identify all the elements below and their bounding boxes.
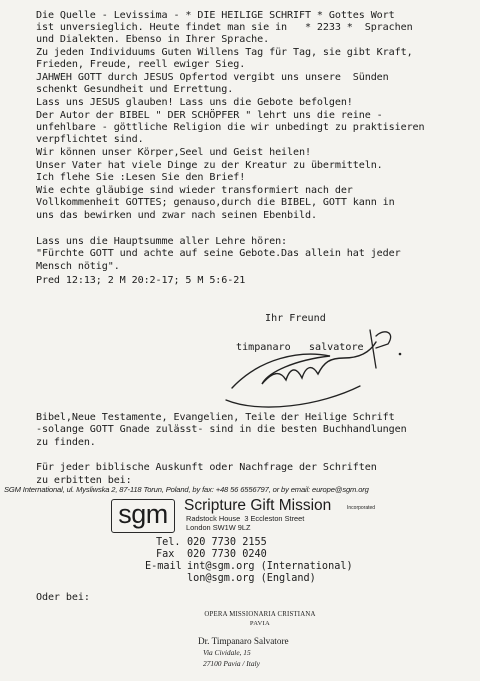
body-line: Frieden, Freude, reell ewiger Sieg. [36,59,246,70]
body-line: Unser Vater hat viele Dinge zu der Kreatur zu übermitteln. [36,160,383,171]
body-line: ist unversieglich. Heute findet man sie in * 2233 * Sprachen [36,22,413,33]
email-england: lon@sgm.org (England) [187,573,316,584]
sgm-international-address: SGM International, ul. Mysliwska 2, 87-118 Torun, Poland, by fax: +48 56 6556797, or by email: europe@sgm.org [4,485,369,494]
body-line: Zu jeden Individuums Guten Willens Tag für Tag, sie gibt Kraft, [36,47,413,58]
or-at-label: Oder bei: [36,592,90,603]
body-line: Ich flehe Sie :Lesen Sie den Brief! [36,172,246,183]
body-line: und Dialekten. Ebenso in Ihrer Sprache. [36,34,270,45]
bookshop-line: zu finden. [36,437,96,448]
summary-line: "Fürchte GOTT und achte auf seine Gebote.Das allein hat jeder [36,248,401,259]
opera-director-name: Dr. Timpanaro Salvatore [198,636,289,646]
body-line: Wie echte gläubige sind wieder transformiert nach der [36,185,353,196]
closing: Ihr Freund [265,313,326,324]
sgm-logo: sgm [111,499,175,533]
inquiry-line: Für jeder biblische Auskunft oder Nachfrage der Schriften [36,462,377,473]
tel-number: 020 7730 2155 [187,537,267,548]
body-line: Vollkommenheit GOTTES; genauso,durch die BIBEL, GOTT kann in [36,197,395,208]
email-international: int@sgm.org (International) [187,561,353,572]
bible-reference: Pred 12:13; 2 M 20:2-17; 5 M 5:6-21 [36,275,246,286]
sender-name: timpanaro salvatore [236,342,364,353]
body-line: Wir können unser Körper,Seel und Geist heilen! [36,147,311,158]
tel-label: Tel. [156,537,181,548]
email-label: E-mail [145,561,182,572]
sgm-incorporated: Incorporated [347,505,376,511]
body-line: Lass uns JESUS glauben! Lass uns die Gebote befolgen! [36,97,353,108]
body-line: Die Quelle - Levissima - * DIE HEILIGE SCHRIFT * Gottes Wort [36,10,395,21]
summary-line: Lass uns die Hauptsumme aller Lehre hören: [36,236,288,247]
opera-city: PAVIA [249,620,271,627]
body-line: Der Autor der BIBEL " DER SCHÖPFER " lehrt uns die reine - [36,110,383,121]
bookshop-line: -solange GOTT Gnade zulässt- sind in die besten Buchhandlungen [36,424,407,435]
body-line: JAHWEH GOTT durch JESUS Opfertod vergibt uns unsere Sünden [36,72,389,83]
body-line: unfehlbare - göttliche Religion die wir unbedingt zu praktisieren [36,122,425,133]
opera-title: OPERA MISSIONARIA CRISTIANA [204,611,316,618]
fax-label: Fax [156,549,175,560]
bookshop-line: Bibel,Neue Testamente, Evangelien, Teile der Heilige Schrift [36,412,395,423]
opera-street: Via Cividale, 15 [203,648,251,657]
body-line: verpflichtet sind. [36,134,144,145]
sgm-address-street: Radstock House 3 Eccleston Street [186,514,305,523]
inquiry-line: zu erbitten bei: [36,475,132,486]
body-line: schenkt Gesundheit und Errettung. [36,84,234,95]
summary-line: Mensch nötig". [36,261,120,272]
handwritten-signature [220,322,420,412]
body-line: uns das bewirken und zwar nach seinen Ebenbild. [36,210,317,221]
opera-postal: 27100 Pavia / Italy [203,659,260,668]
fax-number: 020 7730 0240 [187,549,267,560]
sgm-address-city: London SW1W 9LZ [186,523,251,532]
sgm-name: Scripture Gift Mission [184,497,332,514]
